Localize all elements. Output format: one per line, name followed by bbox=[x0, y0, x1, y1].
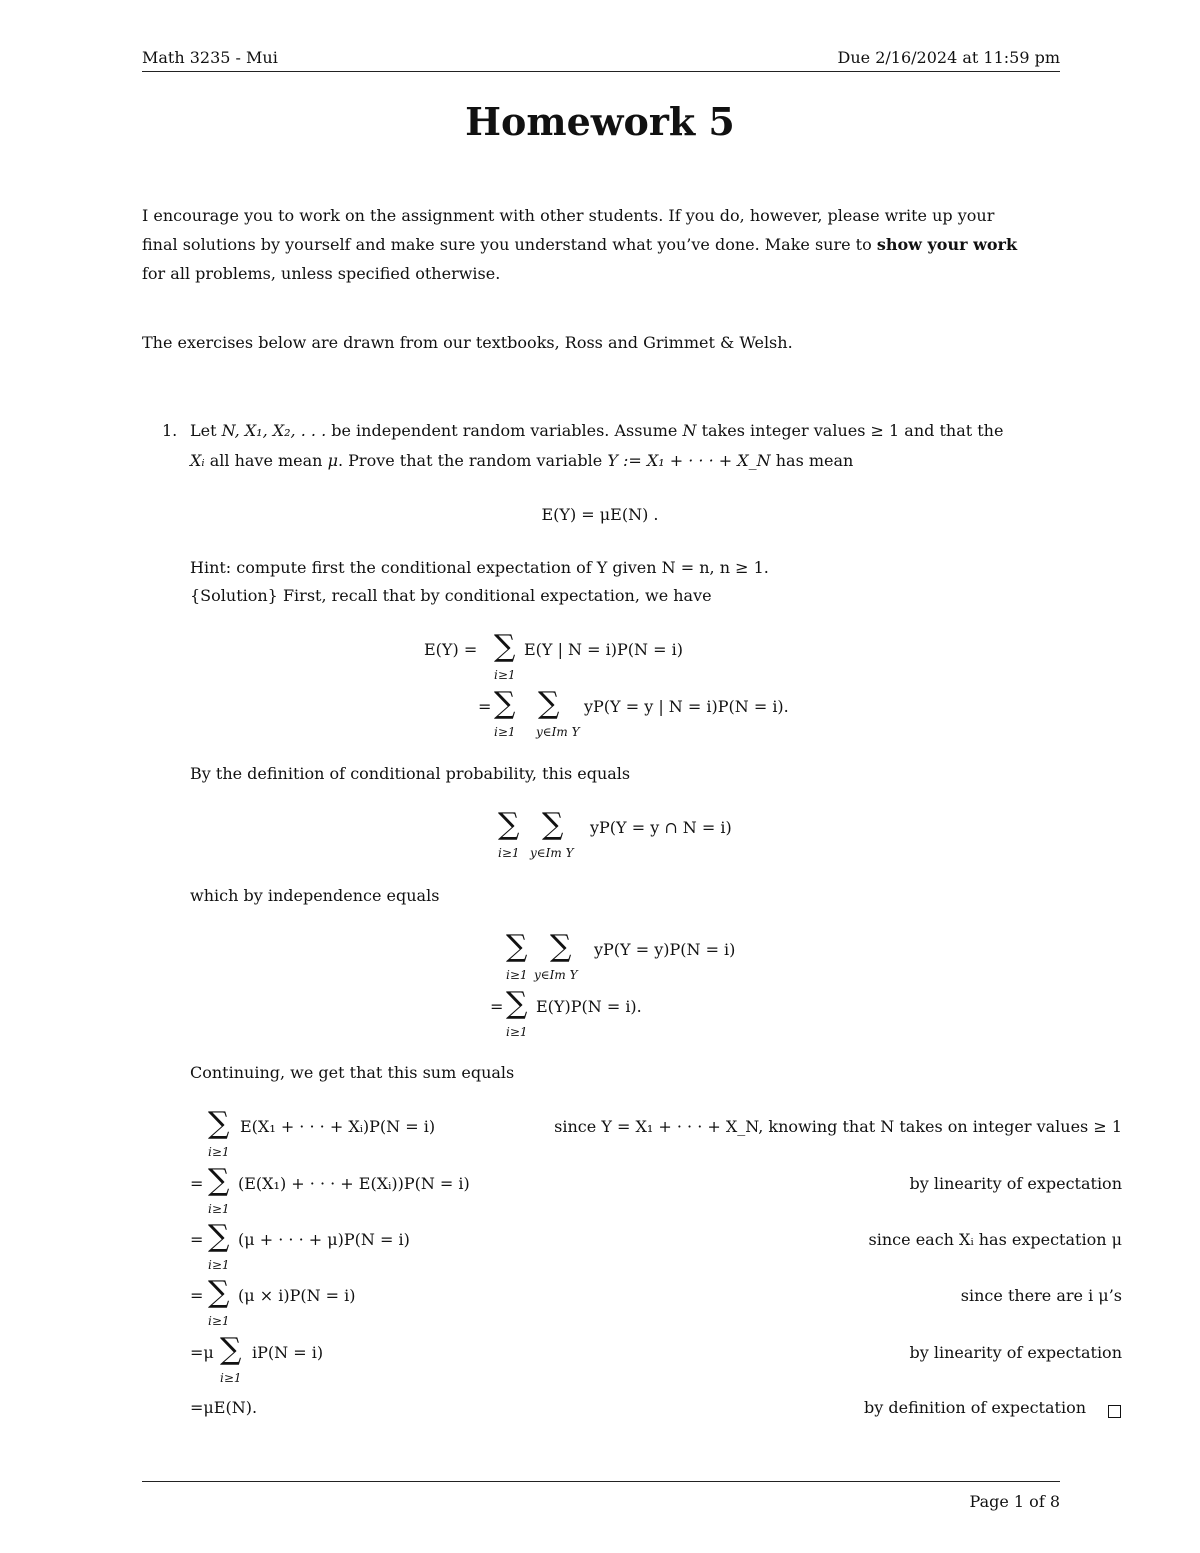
problem-line2 bbox=[190, 451, 853, 471]
display-equation: E(Y) = μE(N) . bbox=[541, 505, 659, 524]
p1-text-a: Let bbox=[190, 421, 217, 440]
step1-reason: by linearity of expectation bbox=[909, 1174, 1122, 1193]
step1-sum: ∑ bbox=[208, 1163, 230, 1198]
eq5-body: E(Y)P(N = i). bbox=[536, 997, 642, 1016]
step2-reason: since each Xᵢ has expectation μ bbox=[868, 1230, 1122, 1249]
step2-body: (μ + · · · + μ)P(N = i) bbox=[238, 1230, 410, 1249]
eq4-sum1: ∑ bbox=[506, 929, 528, 964]
step2-sum: ∑ bbox=[208, 1219, 230, 1254]
step0-reason: since Y = X₁ + · · · + X_N, knowing that N takes on integer values ≥ 1 bbox=[554, 1117, 1122, 1136]
p1-math-b: N bbox=[682, 421, 697, 440]
eq3-sub2: y∈Im Y bbox=[530, 846, 574, 860]
step1-sub: i≥1 bbox=[208, 1202, 230, 1216]
step3-reason: since there are i μ’s bbox=[960, 1286, 1122, 1305]
step4-sub: i≥1 bbox=[220, 1371, 242, 1385]
text-conditional: By the definition of conditional probability, this equals bbox=[190, 764, 631, 783]
sources-line: The exercises below are drawn from our textbooks, Ross and Grimmet & Welsh. bbox=[142, 333, 793, 352]
problem-line1 bbox=[190, 421, 1003, 441]
step2-sub: i≥1 bbox=[208, 1258, 230, 1272]
eq5-lhs: = bbox=[490, 997, 504, 1016]
step1-lhs: = bbox=[190, 1174, 204, 1193]
qed-box-icon bbox=[1108, 1401, 1121, 1420]
text-independence: which by independence equals bbox=[190, 886, 440, 905]
eq3-body: yP(Y = y ∩ N = i) bbox=[590, 818, 732, 837]
eq5-sum: ∑ bbox=[506, 986, 528, 1021]
header-right: Due 2/16/2024 at 11:59 pm bbox=[837, 48, 1060, 67]
step4-body: iP(N = i) bbox=[252, 1343, 324, 1362]
step4-sum: ∑ bbox=[220, 1332, 242, 1367]
eq4-sum2: ∑ bbox=[550, 929, 572, 964]
step4-reason: by linearity of expectation bbox=[909, 1343, 1122, 1362]
p2-math-a: Xᵢ bbox=[190, 451, 205, 470]
intro-line1: I encourage you to work on the assignment with other students. If you do, however, please write up your bbox=[142, 206, 995, 225]
solution-intro: {Solution} First, recall that by conditional expectation, we have bbox=[190, 586, 712, 605]
eq4-sub1: i≥1 bbox=[506, 968, 528, 982]
step3-sub: i≥1 bbox=[208, 1314, 230, 1328]
eq2-sum1: ∑ bbox=[494, 686, 516, 721]
page-title: Homework 5 bbox=[465, 99, 735, 144]
p1-math-a: N, X₁, X₂, . . . bbox=[221, 421, 327, 440]
p2-math-c: Y := X₁ + · · · + X_N bbox=[607, 451, 771, 470]
problem-number: 1. bbox=[162, 421, 178, 440]
step5-lhs: =μE(N). bbox=[190, 1398, 258, 1417]
step1-body: (E(X₁) + · · · + E(Xᵢ))P(N = i) bbox=[238, 1174, 470, 1193]
intro-line2-bold: show your work bbox=[876, 235, 1018, 254]
eq1-sub: i≥1 bbox=[494, 668, 516, 682]
eq1-body: E(Y | N = i)P(N = i) bbox=[524, 640, 683, 659]
p2-text-a: all have mean bbox=[209, 451, 323, 470]
eq2-lhs: = bbox=[478, 697, 492, 716]
p1-text-c: takes integer values ≥ 1 and that the bbox=[701, 421, 1004, 440]
eq3-sum2: ∑ bbox=[542, 807, 564, 842]
step3-sum: ∑ bbox=[208, 1275, 230, 1310]
eq2-body: yP(Y = y | N = i)P(N = i). bbox=[584, 697, 789, 716]
eq4-body: yP(Y = y)P(N = i) bbox=[594, 940, 736, 959]
step2-lhs: = bbox=[190, 1230, 204, 1249]
step3-lhs: = bbox=[190, 1286, 204, 1305]
eq5-sub: i≥1 bbox=[506, 1025, 528, 1039]
step5-reason: by definition of expectation bbox=[864, 1398, 1086, 1417]
eq1-lhs: E(Y) = bbox=[424, 640, 478, 659]
hint-line: Hint: compute first the conditional expectation of Y given N = n, n ≥ 1. bbox=[190, 558, 769, 577]
eq3-sub1: i≥1 bbox=[498, 846, 520, 860]
header-rule bbox=[142, 71, 1060, 72]
eq2-sub2: y∈Im Y bbox=[536, 725, 580, 739]
step3-body: (μ × i)P(N = i) bbox=[238, 1286, 356, 1305]
p1-text-b: be independent random variables. Assume bbox=[331, 421, 678, 440]
eq1-sum: ∑ bbox=[494, 629, 516, 664]
eq2-sum2: ∑ bbox=[538, 686, 560, 721]
intro-line3: for all problems, unless specified otherwise. bbox=[142, 264, 501, 283]
step4-lhs: =μ bbox=[190, 1343, 214, 1362]
step0-sub: i≥1 bbox=[208, 1145, 230, 1159]
step0-sum: ∑ bbox=[208, 1106, 230, 1141]
page-number: Page 1 of 8 bbox=[969, 1492, 1060, 1511]
eq2-sub1: i≥1 bbox=[494, 725, 516, 739]
p2-text-c: has mean bbox=[775, 451, 854, 470]
footer-rule bbox=[142, 1481, 1060, 1482]
intro-line2-text: final solutions by yourself and make sure you understand what you’ve done. Make sure to bbox=[142, 235, 872, 254]
header-left: Math 3235 - Mui bbox=[142, 48, 278, 67]
eq3-sum1: ∑ bbox=[498, 807, 520, 842]
eq4-sub2: y∈Im Y bbox=[534, 968, 578, 982]
p2-math-b: μ bbox=[327, 451, 338, 470]
step0-body: E(X₁ + · · · + Xᵢ)P(N = i) bbox=[240, 1117, 436, 1136]
intro-line2 bbox=[142, 235, 1017, 255]
text-continue: Continuing, we get that this sum equals bbox=[190, 1063, 515, 1082]
p2-text-b: . Prove that the random variable bbox=[337, 451, 603, 470]
